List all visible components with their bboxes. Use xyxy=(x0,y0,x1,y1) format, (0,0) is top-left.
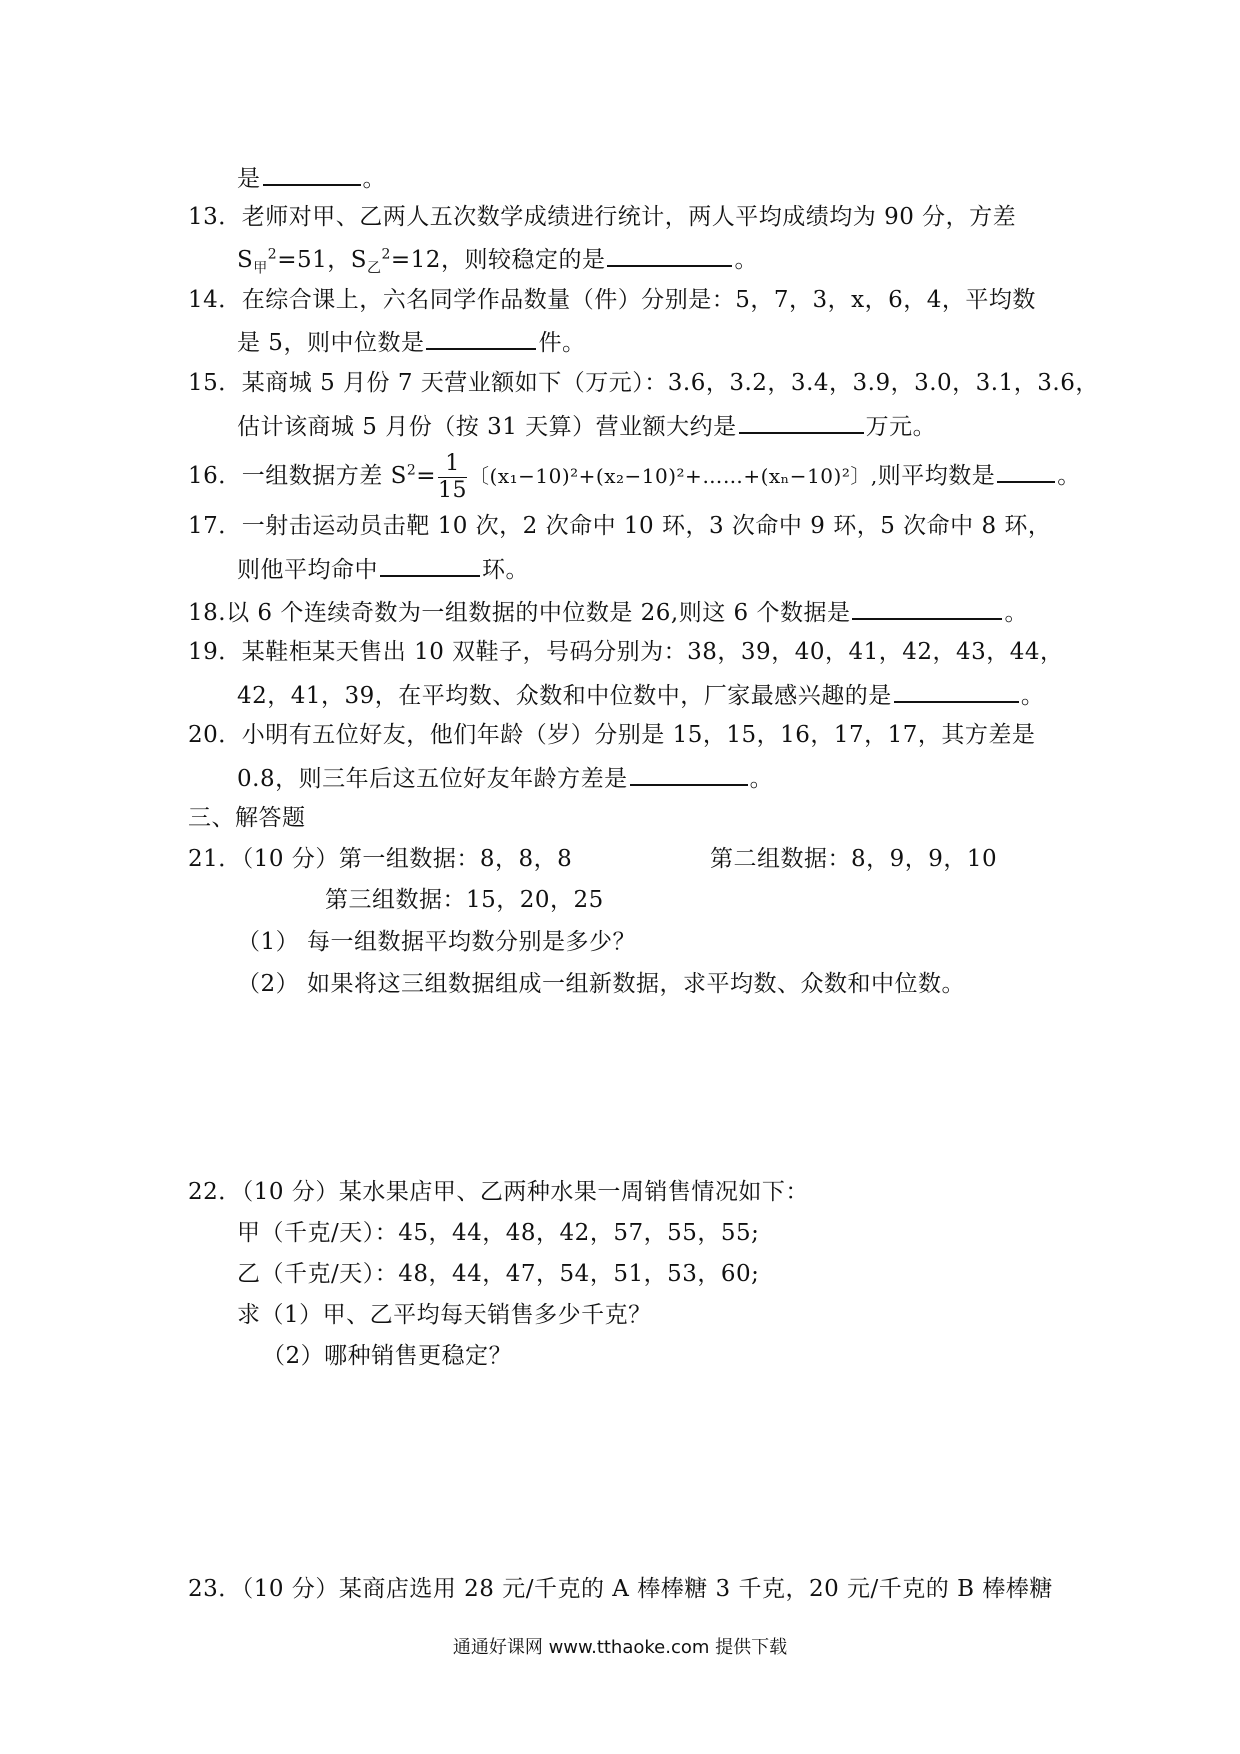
q13-sub-jia: 甲 xyxy=(253,260,268,277)
q22-part1: 求（1）甲、乙平均每天销售多少千克？ xyxy=(237,1302,652,1328)
answer-blank[interactable] xyxy=(997,457,1055,483)
q18-line xyxy=(188,594,1028,629)
q17-line2 xyxy=(237,551,529,586)
q16-eq: = xyxy=(416,463,437,489)
answer-blank[interactable] xyxy=(380,551,480,577)
q19-end: 。 xyxy=(1020,683,1045,709)
q13-line1: 13．老师对甲、乙两人五次数学成绩进行统计，两人平均成绩均为 90 分，方差 xyxy=(188,204,1017,230)
section-heading: 三、解答题 xyxy=(188,805,306,831)
q20-text: 0.8，则三年后这五位好友年龄方差是 xyxy=(237,766,628,792)
q16-formula: 〔(x₁−10)²+(x₂−10)²+……+(xₙ−10)²〕, xyxy=(469,464,878,488)
q23-line1: 23．（10 分）某商店选用 28 元/千克的 A 棒棒糖 3 千克，20 元/千克的 B 棒棒糖 xyxy=(188,1576,1053,1602)
q13-sub-yi: 乙 xyxy=(366,260,382,277)
q20-line2 xyxy=(237,760,773,795)
q19-line1: 19．某鞋柜某天售出 10 双鞋子，号码分别为：38，39，40，41，42，43，44， xyxy=(188,639,1064,665)
q21-group1: 21．（10 分）第一组数据：8，8，8 xyxy=(188,846,573,872)
q14-line1: 14．在综合课上，六名同学作品数量（件）分别是：5，7，3，x，6，4，平均数 xyxy=(188,287,1036,313)
q21-part2: （2） 如果将这三组数据组成一组新数据，求平均数、众数和中位数。 xyxy=(237,971,965,997)
answer-blank[interactable] xyxy=(607,241,732,267)
answer-blank[interactable] xyxy=(426,324,536,350)
q12-tail-end: 。 xyxy=(362,166,386,192)
q17-line1: 17．一射击运动员击靶 10 次，2 次命中 10 环，3 次命中 9 环，5 次命中 8 环， xyxy=(188,513,1052,539)
q18-text: 18.以 6 个连续奇数为一组数据的中位数是 26,则这 6 个数据是 xyxy=(188,600,851,626)
q21-group2: 第二组数据：8，9，9，10 xyxy=(710,846,998,872)
q12-tail-text: 是 xyxy=(237,166,261,192)
q14-line2 xyxy=(237,324,585,359)
q22-part2: （2）哪种销售更稳定？ xyxy=(262,1343,513,1369)
answer-blank[interactable] xyxy=(263,160,361,186)
q13-mid: =51，S xyxy=(277,247,367,273)
q18-end: 。 xyxy=(1004,600,1028,626)
answer-blank[interactable] xyxy=(852,594,1002,620)
q15-end: 万元。 xyxy=(865,414,937,440)
answer-blank[interactable] xyxy=(894,677,1019,703)
q16-fraction xyxy=(438,451,467,504)
q13-end: 。 xyxy=(734,247,758,273)
q20-line1: 20．小明有五位好友，他们年龄（岁）分别是 15，15，16，17，17，其方差是 xyxy=(188,722,1036,748)
q19-line2 xyxy=(237,677,1044,712)
q13-s1: S xyxy=(237,247,254,273)
q14-end: 件。 xyxy=(538,330,586,356)
q22-yi: 乙（千克/天）：48，44，47，54，51，53，60; xyxy=(237,1261,760,1287)
q21-part1: （1） 每一组数据平均数分别是多少？ xyxy=(237,929,636,955)
q22-line1: 22．（10 分）某水果店甲、乙两种水果一周销售情况如下： xyxy=(188,1179,809,1205)
q20-end: 。 xyxy=(749,766,774,792)
q13-line2 xyxy=(237,241,758,276)
q13-sq2: 2 xyxy=(381,246,391,263)
q16-denominator: 15 xyxy=(438,477,468,503)
q16-sq: 2 xyxy=(406,462,417,479)
q16-line xyxy=(188,448,1081,504)
q14-text: 是 5，则中位数是 xyxy=(237,330,425,356)
q17-end: 环。 xyxy=(482,557,529,583)
q16-prefix: 16．一组数据方差 S xyxy=(188,463,407,489)
q16-tail: 则平均数是 xyxy=(877,463,996,489)
q15-line1: 15．某商城 5 月份 7 天营业额如下（万元）：3.6，3.2，3.4，3.9，3.0，3.1，3.6， xyxy=(188,370,1099,396)
q16-numerator: 1 xyxy=(438,451,467,478)
q16-end: 。 xyxy=(1057,463,1081,489)
answer-blank[interactable] xyxy=(739,408,864,434)
q21-group3: 第三组数据：15，20，25 xyxy=(325,887,604,913)
q22-jia: 甲（千克/天）：45，44，48，42，57，55，55; xyxy=(237,1220,760,1246)
q19-text: 42，41，39，在平均数、众数和中位数中，厂家最感兴趣的是 xyxy=(237,683,892,709)
q15-line2 xyxy=(237,408,936,443)
q13-tail: =12，则较稳定的是 xyxy=(390,247,606,273)
page-footer: 通通好课网 www.tthaoke.com 提供下载 xyxy=(452,1637,788,1658)
q17-text: 则他平均命中 xyxy=(237,557,378,583)
q15-text: 估计该商城 5 月份（按 31 天算）营业额大约是 xyxy=(237,414,737,440)
q13-sq1: 2 xyxy=(267,246,278,263)
q12-tail xyxy=(237,160,386,195)
answer-blank[interactable] xyxy=(630,760,748,786)
